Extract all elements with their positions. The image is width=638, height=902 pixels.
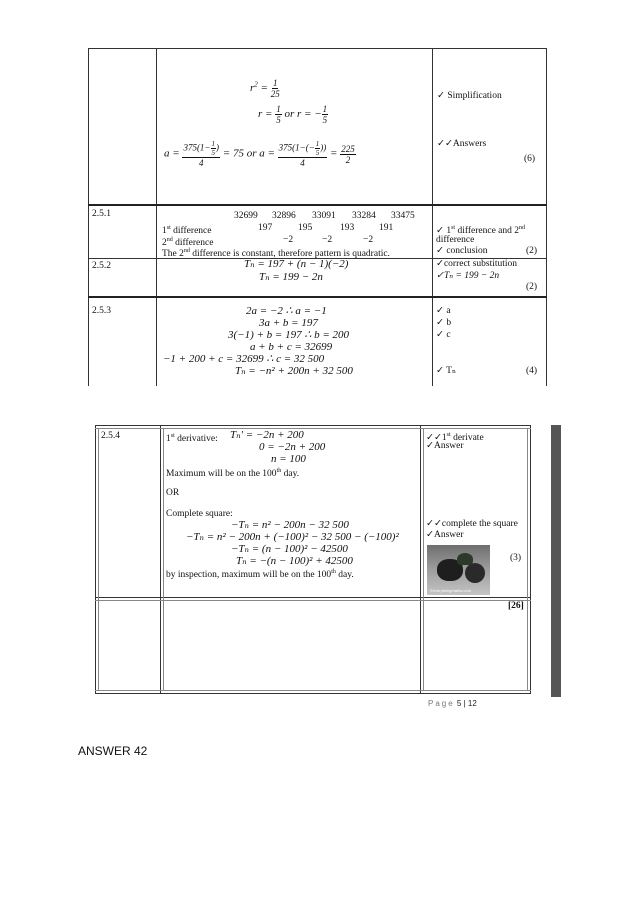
sequence-value-1: 32699 <box>234 211 258 221</box>
cs-eq-1: −Tₙ = n² − 200n − 32 500 <box>231 519 349 531</box>
mark-253-b: ✓ b <box>436 318 452 328</box>
mark-254-answer-2: ✓Answer <box>426 530 464 540</box>
first-diff-value-2: 195 <box>298 223 313 233</box>
eq-2-5-3-line-3: 3(−1) + b = 197 ∴ b = 200 <box>228 329 350 341</box>
mark-254-total: (3) <box>510 553 522 563</box>
second-diff-value-2: −2 <box>322 235 333 245</box>
maximum-line-1: Maximum will be on the 100th day. <box>166 468 300 480</box>
sequence-value-5: 33475 <box>391 211 415 221</box>
mark-total-6: (6) <box>524 154 536 164</box>
second-diff-value-1: −2 <box>283 235 294 245</box>
mark-253-total: (4) <box>526 366 538 376</box>
cs-eq-2: −Tₙ = n² − 200n + (−100)² − 32 500 − (−100)² <box>186 531 399 543</box>
derivative-eq-2: 0 = −2n + 200 <box>259 441 326 453</box>
mark-252-total: (2) <box>526 282 538 292</box>
mark-253-c: ✓ c <box>436 330 451 340</box>
a-values-equation: a = 375(1− $\frac{1}{5}$ ) 4 = 75 or a = 375(1−(− $\frac{1}{5}$ )) 4 = $\frac{225}{2}$ <box>164 140 355 168</box>
first-difference-label: 1st difference <box>162 225 212 237</box>
page-footer <box>428 698 477 709</box>
eq-2-5-3-line-2: 3a + b = 197 <box>259 317 318 329</box>
first-diff-value-3: 193 <box>340 223 355 233</box>
embedded-photo <box>427 545 490 595</box>
sequence-value-3: 33091 <box>312 211 336 221</box>
mark-251-conclusion: ✓ conclusion <box>436 246 488 256</box>
cs-eq-3: −Tₙ = (n − 100)² − 42500 <box>231 543 348 555</box>
eq-2-5-3-line-1: 2a = −2 ∴ a = −1 <box>246 305 327 317</box>
photo-caption: ©everythingmaths.com <box>430 588 471 593</box>
eq-2-5-2-line-1: Tₙ = 197 + (n − 1)(−2) <box>244 258 349 270</box>
page-label: Page <box>428 699 455 708</box>
constant-note: The 2nd difference is constant, therefore pattern is quadratic. <box>162 248 390 260</box>
question-number-2-5-1: 2.5.1 <box>92 209 111 219</box>
eq-2-5-3-line-5: −1 + 200 + c = 32699 ∴ c = 32 500 <box>163 353 325 365</box>
r-squared-equation: $r^2$ = $\frac{1}{25}$ <box>250 78 280 99</box>
second-diff-value-3: −2 <box>363 235 374 245</box>
eq-2-5-2-line-2: Tₙ = 199 − 2n <box>259 271 323 283</box>
grand-total: [26] <box>508 601 524 611</box>
derivative-label: 1st derivative: <box>166 433 218 445</box>
sequence-value-2: 32896 <box>272 211 296 221</box>
question-number-2-5-4: 2.5.4 <box>101 431 120 441</box>
mark-254-derivative: ✓✓1st derivate <box>426 432 484 444</box>
mark-answers: ✓✓Answers <box>437 139 487 149</box>
scrollbar[interactable] <box>551 425 561 697</box>
eq-2-5-3-line-6: Tₙ = −n² + 200n + 32 500 <box>235 365 353 377</box>
mark-253-tn: ✓ Tₙ <box>436 366 457 376</box>
mark-251-first-second-diff: ✓ 1st difference and 2nd <box>436 225 526 237</box>
eq-2-5-3-line-4: a + b + c = 32699 <box>250 341 333 353</box>
mark-254-complete-square: ✓✓complete the square <box>426 519 518 529</box>
mark-251-total: (2) <box>526 246 538 256</box>
cs-eq-4: Tₙ = −(n − 100)² + 42500 <box>236 555 353 567</box>
derivative-eq-1: Tₙ′ = −2n + 200 <box>230 429 304 441</box>
second-difference-label: 2nd difference <box>162 237 214 249</box>
complete-square-label: Complete square: <box>166 509 233 519</box>
mark-253-a: ✓ a <box>436 306 451 316</box>
mark-simplification: ✓ Simplification <box>437 91 502 101</box>
first-diff-value-1: 197 <box>258 223 273 233</box>
answer-heading: ANSWER 42 <box>78 744 148 758</box>
or-text: OR <box>166 488 180 498</box>
question-number-2-5-2: 2.5.2 <box>92 261 111 271</box>
derivative-eq-3: n = 100 <box>271 453 306 465</box>
mark-254-answer-1: ✓Answer <box>426 441 464 451</box>
maximum-line-2: by inspection, maximum will be on the 100th day. <box>166 569 354 581</box>
question-number-2-5-3: 2.5.3 <box>92 306 111 316</box>
page-number: 5 | 12 <box>456 699 477 708</box>
mark-252-answer: ✓Tₙ = 199 − 2n <box>436 271 500 281</box>
mark-252-substitution: ✓correct substitution <box>436 259 518 269</box>
mark-251-difference: difference <box>436 235 475 245</box>
first-diff-value-4: 191 <box>379 223 394 233</box>
sequence-value-4: 33284 <box>352 211 376 221</box>
r-values-equation: r = $\frac{1}{5}$ or r = − $\frac{1}{5}$ <box>258 104 328 125</box>
